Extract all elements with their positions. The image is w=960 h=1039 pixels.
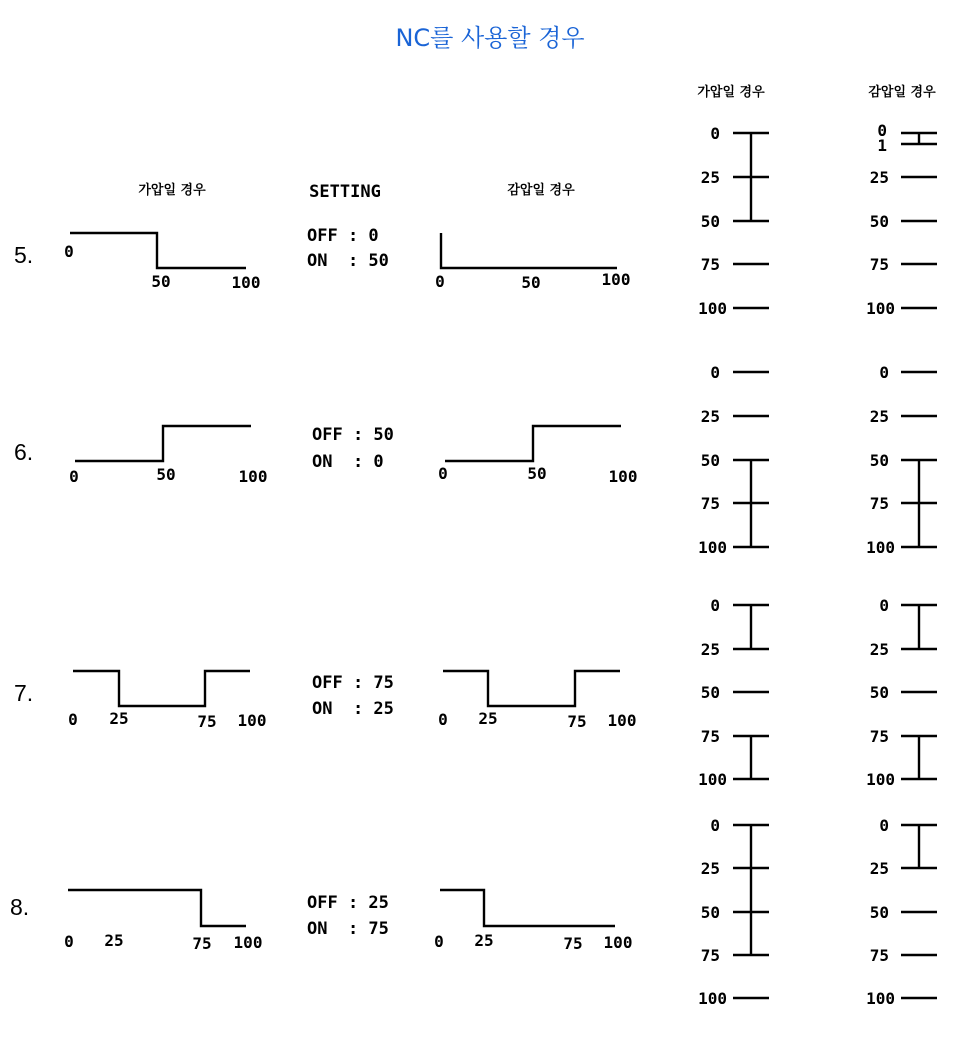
row-number: 7. xyxy=(14,680,34,706)
waveform-label: 100 xyxy=(238,467,268,486)
waveform-line xyxy=(445,426,621,461)
scale-label: 50 xyxy=(869,903,889,922)
scale-decrease xyxy=(866,816,937,1008)
setting-on: ON : 50 xyxy=(307,251,389,271)
scale-label: 25 xyxy=(700,168,720,187)
waveform-line xyxy=(70,233,246,268)
scale-label: 100 xyxy=(698,538,727,557)
scale-decrease xyxy=(866,121,937,318)
scale-label: 25 xyxy=(700,859,720,878)
scale-label: 0 xyxy=(710,363,720,382)
waveform-label: 0 xyxy=(69,467,79,486)
setting-on: ON : 0 xyxy=(312,452,384,472)
scale-increase xyxy=(698,124,769,318)
scale-decrease xyxy=(866,363,937,557)
setting-off: OFF : 0 xyxy=(307,226,379,246)
waveform-label: 75 xyxy=(197,712,217,731)
scale-increase xyxy=(698,363,769,557)
waveform-line xyxy=(68,890,246,926)
scale-label: 100 xyxy=(866,989,895,1008)
scale-label: 0 xyxy=(710,124,720,143)
scale-decrease xyxy=(866,596,937,789)
waveform-label: 75 xyxy=(192,934,212,953)
waveform-line xyxy=(441,233,617,268)
waveform-label: 50 xyxy=(527,464,547,483)
waveform-label: 50 xyxy=(151,272,171,291)
scale-label: 100 xyxy=(866,299,895,318)
header-decrease-mid: 감압일 경우 xyxy=(507,183,575,198)
waveform-label: 50 xyxy=(521,273,541,292)
scale-label: 25 xyxy=(869,168,889,187)
waveform-line xyxy=(443,671,620,706)
scale-label: 50 xyxy=(869,212,889,231)
waveform-line xyxy=(440,890,615,926)
scale-label: 25 xyxy=(869,407,889,426)
scale-label: 75 xyxy=(869,727,889,746)
waveform-label: 0 xyxy=(435,272,445,291)
scale-label: 75 xyxy=(700,946,720,965)
waveform-label: 0 xyxy=(64,242,74,261)
scale-label: 75 xyxy=(700,727,720,746)
waveform-label: 100 xyxy=(231,273,261,292)
setting-off: OFF : 50 xyxy=(312,425,394,445)
waveform-label: 0 xyxy=(438,464,448,483)
waveform-label: 0 xyxy=(434,932,444,951)
waveform-line xyxy=(73,671,250,706)
scale-label: 0 xyxy=(877,121,887,140)
setting-off: OFF : 25 xyxy=(307,893,389,913)
scale-label: 25 xyxy=(869,640,889,659)
scale-label: 75 xyxy=(700,494,720,513)
waveform-label: 75 xyxy=(563,934,583,953)
waveform-label: 0 xyxy=(68,710,78,729)
waveform-decrease xyxy=(438,671,636,731)
scale-label: 75 xyxy=(869,494,889,513)
scale-label: 75 xyxy=(869,255,889,274)
header-decrease-right: 감압일 경우 xyxy=(868,85,936,100)
scale-label: 25 xyxy=(700,407,720,426)
row-number: 8. xyxy=(10,894,30,920)
scale-label: 0 xyxy=(879,816,889,835)
setting-on: ON : 75 xyxy=(307,919,389,939)
waveform-label: 50 xyxy=(156,465,176,484)
scale-label: 75 xyxy=(869,946,889,965)
header-setting: SETTING xyxy=(309,182,381,202)
waveform-label: 25 xyxy=(109,709,129,728)
scale-label: 0 xyxy=(710,596,720,615)
waveform-label: 0 xyxy=(64,932,74,951)
waveform-label: 25 xyxy=(104,931,124,950)
scale-label: 50 xyxy=(700,451,720,470)
waveform-increase xyxy=(64,890,262,953)
waveform-label: 25 xyxy=(474,931,494,950)
waveform-decrease xyxy=(434,890,632,953)
waveform-label: 25 xyxy=(478,709,498,728)
waveform-label: 0 xyxy=(438,710,448,729)
waveform-label: 100 xyxy=(608,467,638,486)
header-increase-right: 가압일 경우 xyxy=(697,85,765,100)
scale-label: 75 xyxy=(700,255,720,274)
waveform-label: 100 xyxy=(237,711,267,730)
scale-label: 0 xyxy=(710,816,720,835)
waveform-increase xyxy=(68,671,266,731)
scale-label: 50 xyxy=(700,903,720,922)
waveform-label: 100 xyxy=(603,933,633,952)
scale-label: 50 xyxy=(869,451,889,470)
scale-label: 100 xyxy=(698,989,727,1008)
scale-increase xyxy=(698,816,769,1008)
setting-off: OFF : 75 xyxy=(312,673,394,693)
scale-label: 0 xyxy=(879,596,889,615)
row-number: 6. xyxy=(14,439,34,465)
waveform-decrease xyxy=(435,233,630,292)
waveform-label: 100 xyxy=(601,270,631,289)
page-title: NC를 사용할 경우 xyxy=(395,24,585,52)
scale-label: 1 xyxy=(877,136,887,155)
waveform-increase xyxy=(69,426,267,486)
waveform-label: 100 xyxy=(607,711,637,730)
scale-label: 50 xyxy=(869,683,889,702)
waveform-label: 75 xyxy=(567,712,587,731)
scale-label: 100 xyxy=(698,299,727,318)
waveform-decrease xyxy=(438,426,637,486)
header-increase-left: 가압일 경우 xyxy=(138,183,206,198)
scale-label: 25 xyxy=(869,859,889,878)
scale-label: 25 xyxy=(700,640,720,659)
scale-label: 0 xyxy=(879,363,889,382)
waveform-label: 100 xyxy=(233,933,263,952)
waveform-increase xyxy=(64,233,260,292)
scale-label: 100 xyxy=(866,538,895,557)
scale-label: 100 xyxy=(698,770,727,789)
scale-increase xyxy=(698,596,769,789)
scale-label: 100 xyxy=(866,770,895,789)
scale-label: 50 xyxy=(700,683,720,702)
setting-on: ON : 25 xyxy=(312,699,394,719)
waveform-line xyxy=(75,426,251,461)
row-number: 5. xyxy=(14,242,34,268)
scale-label: 50 xyxy=(700,212,720,231)
